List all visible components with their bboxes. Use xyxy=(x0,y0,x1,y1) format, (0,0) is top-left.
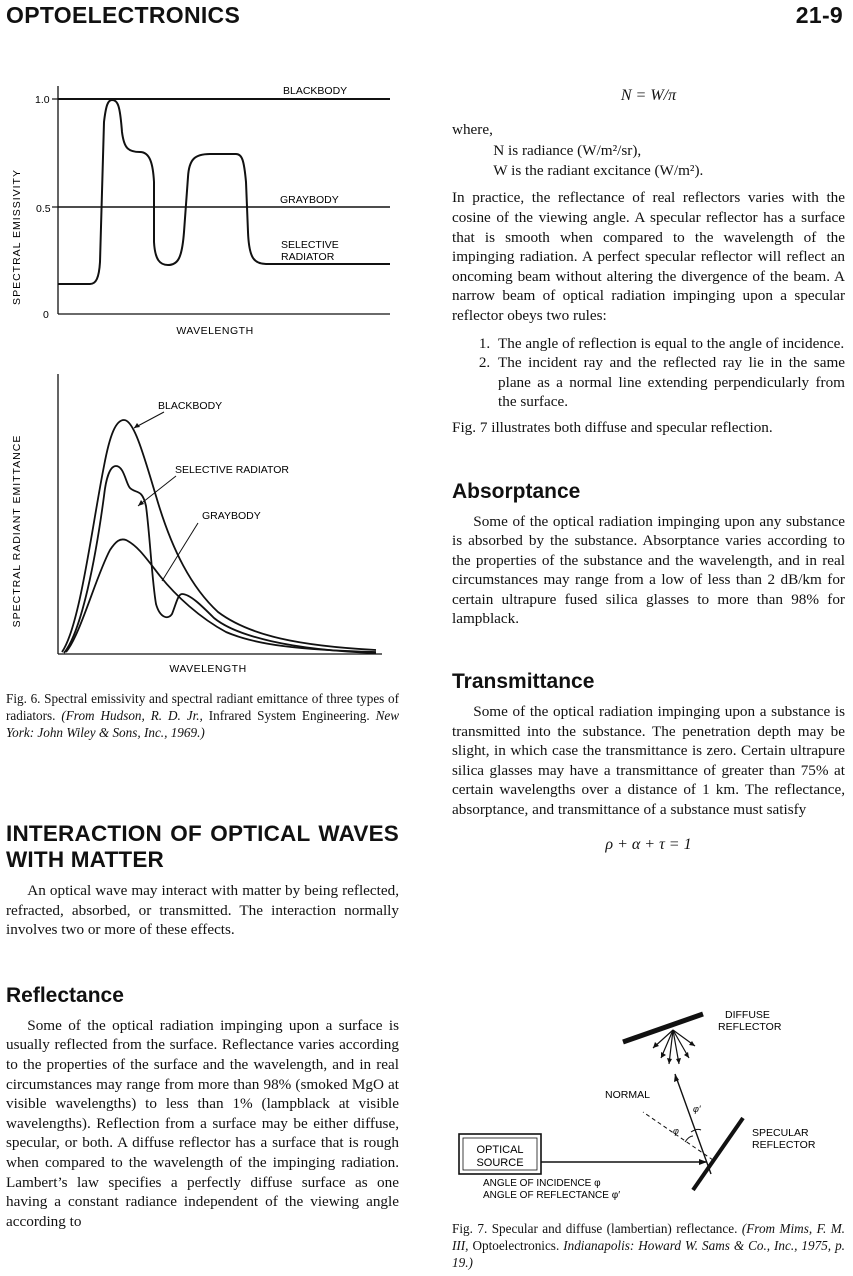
lambert-equation: N = W/π xyxy=(620,87,677,104)
fig7-caption xyxy=(452,1220,845,1271)
practice-paragraph: In practice, the reflectance of real reflectors varies with the cosine of the viewing angle. A specular reflector has a surface that is smooth when compared to the wavelength of the impinging radiation. A perfect specular reflector will reflect an oncoming beam without altering the divergence of the beam. A narrow beam of optical radiation impinging upon a specular reflector obeys two rules: xyxy=(452,189,845,324)
fig6-selective-curve-b xyxy=(64,466,376,653)
specular-label-1: SPECULAR xyxy=(752,1127,809,1139)
section-heading-interaction: INTERACTION OF OPTICAL WAVES WITH MATTER xyxy=(6,821,399,872)
specular-rules-list xyxy=(452,334,845,412)
fig6-top-xlabel: WAVELENGTH xyxy=(176,325,254,337)
fig7-reference: Fig. 7 illustrates both diffuse and specular reflection. xyxy=(452,418,773,436)
fig6-bottom-xlabel: WAVELENGTH xyxy=(169,663,247,675)
normal-label: NORMAL xyxy=(605,1089,650,1101)
fig6-top-selective-label-2: RADIATOR xyxy=(281,251,335,263)
fig7-caption-source-a: (From Mims, F. M. III, xyxy=(452,1221,845,1253)
subheading-transmittance: Transmittance xyxy=(452,670,595,694)
fig6-top-selective-label-1: SELECTIVE xyxy=(281,239,339,251)
diffuse-label-1: DIFFUSE xyxy=(725,1009,770,1021)
fig6-caption-source-b: Infrared System Engineering. xyxy=(208,708,376,723)
optical-source-label-2: SOURCE xyxy=(476,1157,524,1169)
optical-source-label-1: OPTICAL xyxy=(476,1144,524,1156)
fig6-caption xyxy=(6,690,399,741)
fig6-blackbody-curve xyxy=(62,420,376,652)
fig6-selective-curve xyxy=(58,100,390,284)
fig6-emissivity-chart xyxy=(0,72,410,352)
fig6-caption-source-a: (From Hudson, R. D. Jr., xyxy=(61,708,209,723)
where-label: where, xyxy=(452,120,493,138)
fig6-bottom-selective-label: SELECTIVE RADIATOR xyxy=(175,464,289,476)
fig6-caption-source-c: New York: John Wiley & Sons, Inc., 1969.) xyxy=(6,708,400,740)
specular-reflector xyxy=(693,1118,743,1190)
reflected-ray xyxy=(675,1074,711,1174)
fig7-caption-main: Fig. 7. Specular and diffuse (lambertian) reflectance. xyxy=(452,1221,742,1236)
fig6-caption-main: Fig. 6. Spectral emissivity and spectral radiant emittance of three types of radiators. xyxy=(6,691,399,723)
specular-label-2: REFLECTOR xyxy=(752,1139,816,1151)
diffuse-reflector xyxy=(623,1014,703,1064)
left-column xyxy=(6,821,399,1231)
fig6-top-blackbody-label: BLACKBODY xyxy=(283,85,348,97)
where-radiance: N is radiance (W/m²/sr), xyxy=(493,142,642,160)
conservation-equation: ρ + α + τ = 1 xyxy=(605,835,692,853)
diffuse-label-2: REFLECTOR xyxy=(718,1021,782,1033)
subheading-reflectance: Reflectance xyxy=(6,983,124,1007)
rule-2: 2. The incident ray and the reflected ray lie in the same plane as a normal line extending perpendicularly from the surface. xyxy=(494,353,845,412)
running-header-title: OPTOELECTRONICS xyxy=(6,2,241,28)
reflectance-angle-label: ANGLE OF REFLECTANCE φ′ xyxy=(483,1190,621,1201)
fig6-top-ylabel: SPECTRAL EMISSIVITY xyxy=(11,169,23,305)
right-column xyxy=(452,86,845,854)
fig6-top-tick-1: 1.0 xyxy=(35,94,50,106)
phi-label: φ xyxy=(673,1126,679,1136)
fig6-bottom-ylabel: SPECTRAL RADIANT EMITTANCE xyxy=(11,434,23,628)
fig7-caption-source-b: Optoelectronics. xyxy=(472,1238,564,1253)
normal-line xyxy=(643,1112,713,1160)
fig6-top-tick-05: 0.5 xyxy=(36,203,51,215)
subheading-absorptance: Absorptance xyxy=(452,479,581,503)
incidence-label: ANGLE OF INCIDENCE φ xyxy=(483,1178,601,1189)
rule-1: 1. The angle of reflection is equal to the angle of incidence. xyxy=(494,334,845,354)
interaction-paragraph: An optical wave may interact with matter by being reflected, refracted, absorbed, or transmitted. The interaction normally involves two or more of these effects. xyxy=(6,882,399,939)
fig6-graybody-curve xyxy=(66,539,376,652)
fig6-bottom-graybody-label: GRAYBODY xyxy=(202,510,261,522)
fig6-bottom-blackbody-label: BLACKBODY xyxy=(158,400,223,412)
fig7-caption-source-c: Indianapolis: Howard W. Sams & Co., Inc., 1975, p. 19.) xyxy=(452,1238,845,1270)
transmittance-paragraph: Some of the optical radiation impinging upon a substance is transmitted into the substance. The penetration depth may be slight, in which case the transmittance is zero. Certain ultrapure silica glasses may have a transmittance of greater than 75% at certain wavelengths over a distance of 1 km. The reflectance, absorptance, and transmittance of a substance must satisfy xyxy=(452,703,845,819)
fig6-emittance-chart xyxy=(0,366,410,686)
fig7-reflection-diagram xyxy=(455,1002,845,1202)
reflectance-paragraph: Some of the optical radiation impinging upon a surface is usually reflected from the surface. Reflectance varies according to the properties of the surface and the wavelength, and in real circumstances may range from more than 98% (smoked MgO at visible wavelengths) to less than 1% (lampblack at visible wavelengths). Reflection from a surface may be either diffuse, specular, or both. A diffuse reflector has a surface that is rough when compared to the wavelength of the impinging radiation. Lambert’s law specifies a perfectly diffuse surface as one having a constant radiance independent of the viewing angle according to xyxy=(6,1016,399,1230)
page-number: 21-9 xyxy=(795,2,843,28)
where-excitance: W is the radiant excitance (W/m²). xyxy=(493,161,704,179)
absorptance-paragraph: Some of the optical radiation impinging upon any substance is absorbed by the substance. Absorptance varies according to the properties of the substance and the wavelength, and in real circumstances may range from a low of less than 2 dB/km for certain ultrapure fused silica glasses to more than 98% for lampblack. xyxy=(452,512,845,628)
fig6-top-tick-0: 0 xyxy=(43,309,49,321)
phi-prime-label: φ′ xyxy=(693,1104,701,1114)
fig6-top-graybody-label: GRAYBODY xyxy=(280,194,339,206)
